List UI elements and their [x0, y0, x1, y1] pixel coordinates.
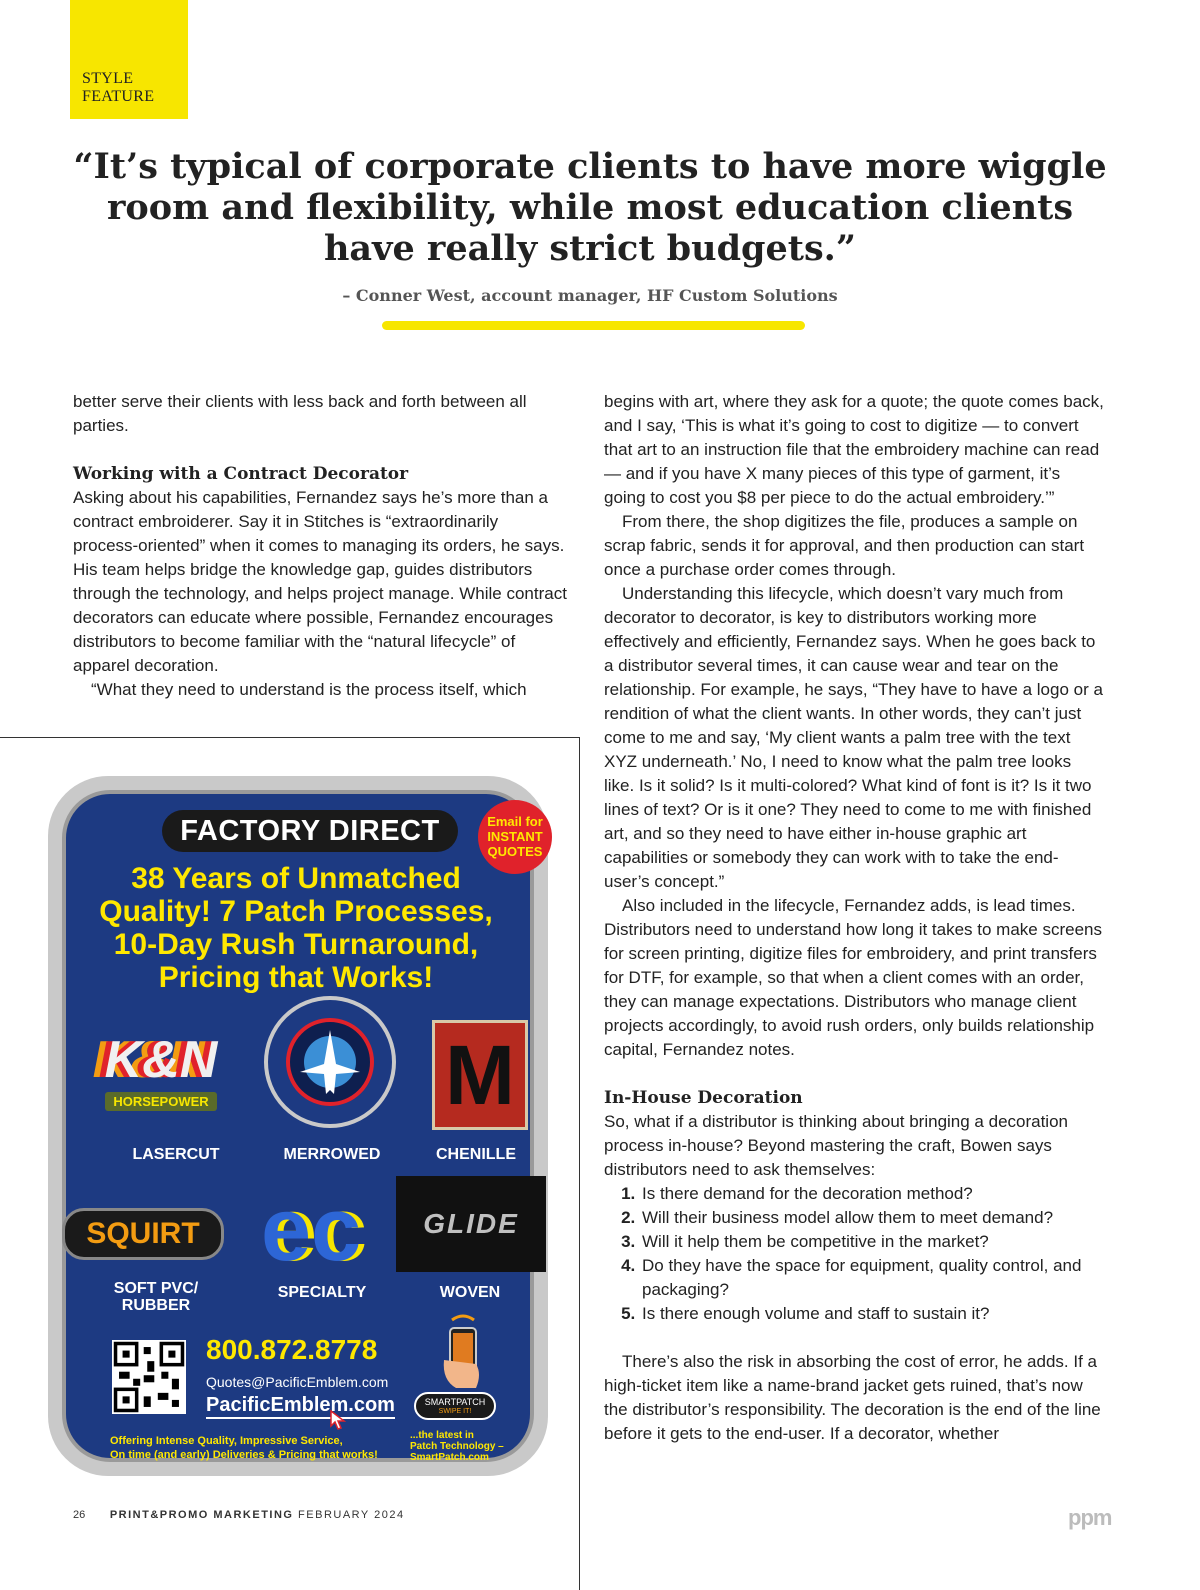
issue-date: FEBRUARY 2024 — [298, 1509, 405, 1521]
ad-smartpatch-note — [410, 1430, 504, 1463]
pvc-line: SOFT PVC/ — [113, 1280, 199, 1297]
page-footer — [73, 1509, 405, 1521]
ad-website-link[interactable]: PacificEmblem.com — [206, 1394, 395, 1419]
headline-line: Quality! 7 Patch Processes, — [99, 895, 493, 928]
process-label-woven: WOVEN — [439, 1284, 501, 1301]
list-item: 5. Is there enough volume and staff to sustain it? — [640, 1302, 1104, 1326]
paragraph: So, what if a distributor is thinking about bringing a decoration process in-house? Beyond mastering the craft, Bowen says distributors need to ask themselves: — [604, 1112, 1068, 1179]
headline-line: Pricing that Works! — [158, 961, 434, 994]
ad-phone[interactable]: 800.872.8778 — [206, 1334, 378, 1365]
page-number: 26 — [73, 1509, 86, 1521]
paragraph: Understanding this lifecycle, which doesn’t vary much from decorator to decorator, is key to distributors working more effectively and efficiently, Fernandez says. When he goes back to a distributor several times, it can cause wear and tear on the relationship. For example, he says, “They have to have a logo or a rendition of what the client wants. In other words, they can’t just come to me and say, ‘My client wants a palm tree with the text XYZ underneath.’ No, I need to know what the palm tree looks like. Is it solid? Is it multi-colored? What kind of font is it? Is it two lines of text? Or is it one? They need to come to me with finished art, and so they need to have either in-house graphic art capabilities or somebody they can work with to take the end-user’s concept.” — [604, 584, 1103, 891]
note-line: SmartPatch.com — [410, 1452, 489, 1463]
paragraph: “What they need to understand is the process itself, which — [91, 680, 527, 699]
section-tag — [70, 0, 188, 119]
pull-quote: “It’s typical of corporate clients to have more wiggle room and flexibility, while most education clients have really strict budgets.” — [73, 146, 1107, 269]
kn-logo-sub: HORSEPOWER — [105, 1092, 216, 1111]
badge-line: Email for — [487, 814, 543, 829]
process-label-chenille: CHENILLE — [436, 1146, 516, 1163]
paragraph: There’s also the risk in absorbing the cost of error, he adds. If a high-ticket item like a name-brand jacket gets ruined, that’s now the distributor’s responsibility. The decoration is the end of the line before it gets to the end-user. If a decorator, whether — [604, 1352, 1101, 1443]
process-label-lasercut: LASERCUT — [132, 1146, 220, 1163]
phone-hand-icon — [436, 1314, 490, 1390]
advertisement[interactable] — [48, 776, 548, 1476]
process-label-merrowed: MERROWED — [283, 1146, 381, 1163]
smartpatch-sub: SWIPE IT! — [438, 1408, 472, 1415]
right-column — [604, 390, 1104, 1446]
tagline-line: On time (and early) Deliveries & Pricing that works! — [110, 1449, 378, 1461]
pull-quote-attribution: – Conner West, account manager, HF Custom Solutions — [342, 286, 838, 305]
paragraph: Asking about his capabilities, Fernandez says he’s more than a contract embroiderer. Say it in Stitches is “extraordinarily process-oriented” when it comes to managing its orders, he says. His team helps bridge the knowledge gap, guides distributors through the technology, and helps project manage. While contract decorators can educate where possible, Fernandez encourages distributors to become familiar with the “natural lifecycle” of apparel decoration. — [73, 488, 567, 675]
ec-logo: ec — [260, 1180, 362, 1280]
section-tag-line1: STYLE — [82, 70, 134, 87]
magazine-name: PRINT&PROMO MARKETING — [109, 1509, 294, 1521]
headline-line: 10-Day Rush Turnaround, — [113, 928, 479, 961]
process-label-pvc — [96, 1280, 216, 1314]
ad-banner: FACTORY DIRECT — [162, 810, 458, 852]
ppm-logo: ppm — [1068, 1505, 1112, 1530]
kn-logo-text: K&N — [104, 1030, 218, 1089]
ad-tagline — [110, 1434, 378, 1462]
headline-line: 38 Years of Unmatched — [131, 862, 461, 895]
list-item: 3. Will it help them be competitive in the market? — [640, 1230, 1104, 1254]
qr-code-icon[interactable] — [112, 1340, 186, 1414]
badge-line: INSTANT — [487, 829, 543, 844]
left-column — [73, 390, 568, 702]
ad-headline — [76, 862, 516, 994]
note-line: Patch Technology – — [410, 1441, 504, 1452]
pull-quote-underline — [382, 321, 805, 330]
list-item: 1. Is there demand for the decoration method? — [640, 1182, 1104, 1206]
paragraph: begins with art, where they ask for a quote; the quote comes back, and I say, ‘This is what it’s going to cost to digitize — to convert that art to an instruction file that the embroidery machine can read — and if you have X many pieces of this type of garment, it’s going to cost you $8 per piece to do the actual embroidery.’” — [604, 392, 1104, 507]
nasa-patch-icon — [262, 994, 398, 1130]
ad-panel — [62, 790, 543, 1463]
pvc-line: RUBBER — [121, 1297, 191, 1314]
note-line: ...the latest in — [410, 1430, 474, 1441]
paragraph: better serve their clients with less back and forth between all parties. — [73, 392, 527, 435]
section-tag-line2: FEATURE — [82, 88, 155, 105]
paragraph: From there, the shop digitizes the file, produces a sample on scrap fabric, sends it for approval, and then production can start once a purchase order comes through. — [604, 512, 1085, 579]
glide-logo: GLIDE — [396, 1176, 546, 1272]
m-logo: M — [432, 1020, 528, 1130]
question-list — [604, 1182, 1104, 1326]
badge-line: QUOTES — [487, 844, 543, 859]
list-item: 2. Will their business model allow them to meet demand? — [640, 1206, 1104, 1230]
paragraph: Also included in the lifecycle, Fernandez adds, is lead times. Distributors need to understand how long it takes to make screens for screen printing, digitize files for embroidery, and print transfers for DTF, for example, so that when a client comes with an order, they can manage expectations. Distributors who manage client projects accordingly, to avoid rush orders, only builds relationship capital, Fernandez notes. — [604, 896, 1102, 1059]
process-label-specialty: SPECIALTY — [277, 1284, 367, 1301]
list-item: 4. Do they have the space for equipment, quality control, and packaging? — [640, 1254, 1104, 1302]
smartpatch-logo — [414, 1392, 496, 1420]
squirt-logo: SQUIRT — [62, 1208, 224, 1260]
tagline-line: Offering Intense Quality, Impressive Service, — [110, 1435, 343, 1447]
cursor-icon — [330, 1410, 346, 1430]
section-heading: Working with a Contract Decorator — [73, 464, 409, 484]
section-heading: In-House Decoration — [604, 1088, 803, 1108]
smartpatch-text: SMARTPATCH — [424, 1397, 486, 1407]
ad-email[interactable]: Quotes@PacificEmblem.com — [206, 1374, 389, 1390]
kn-logo — [76, 1016, 246, 1126]
